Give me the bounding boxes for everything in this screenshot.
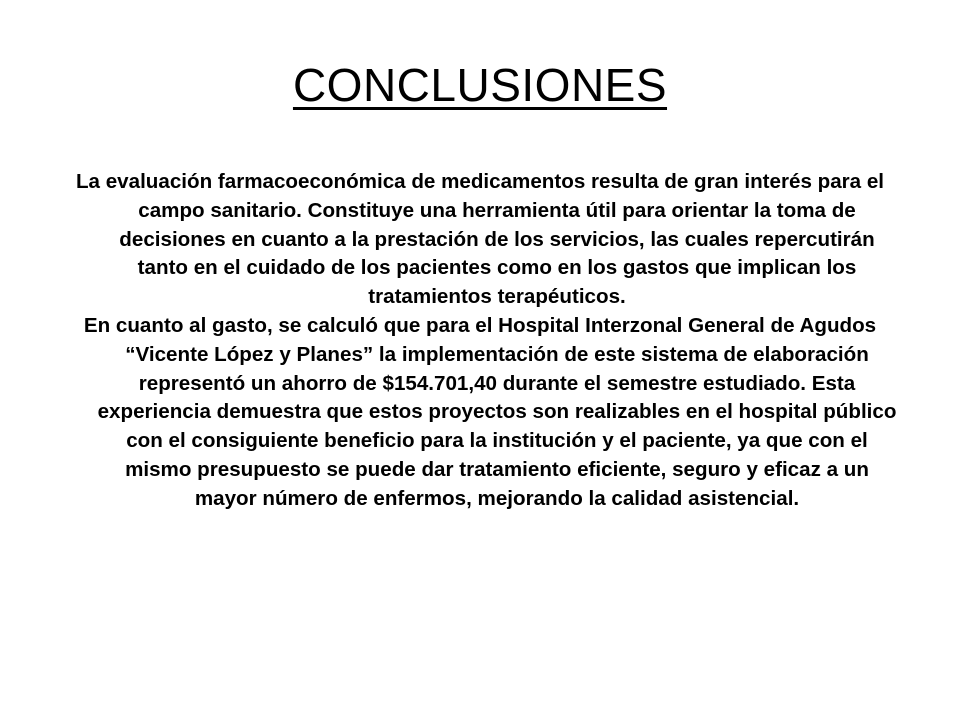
slide-title: CONCLUSIONES [292, 59, 668, 111]
slide-body [60, 168, 900, 514]
paragraph-expense: En cuanto al gasto, se calculó que para el Hospital Interzonal General de Agudos “Vicente López y Planes” la implementación de este sistema de elaboración representó un ahorro de $154.701,40 durante el semestre estudiado. Esta experiencia demuestra que estos proyectos son realizables en el hospital público con el consiguiente beneficio para la institución y el paciente, ya que con el mismo presupuesto se puede dar tratamiento eficiente, seguro y eficaz a un mayor número de enfermos, mejorando la calidad asistencial. [83, 313, 897, 510]
paragraph-evaluation: La evaluación farmacoeconómica de medicamentos resulta de gran interés para el campo sanitario. Constituye una herramienta útil para orientar la toma de decisiones en cuanto a la prestación de los servicios, las cuales repercutirán tanto en el cuidado de los pacientes como en los gastos que implican los tratamientos terapéuticos. [75, 170, 885, 309]
